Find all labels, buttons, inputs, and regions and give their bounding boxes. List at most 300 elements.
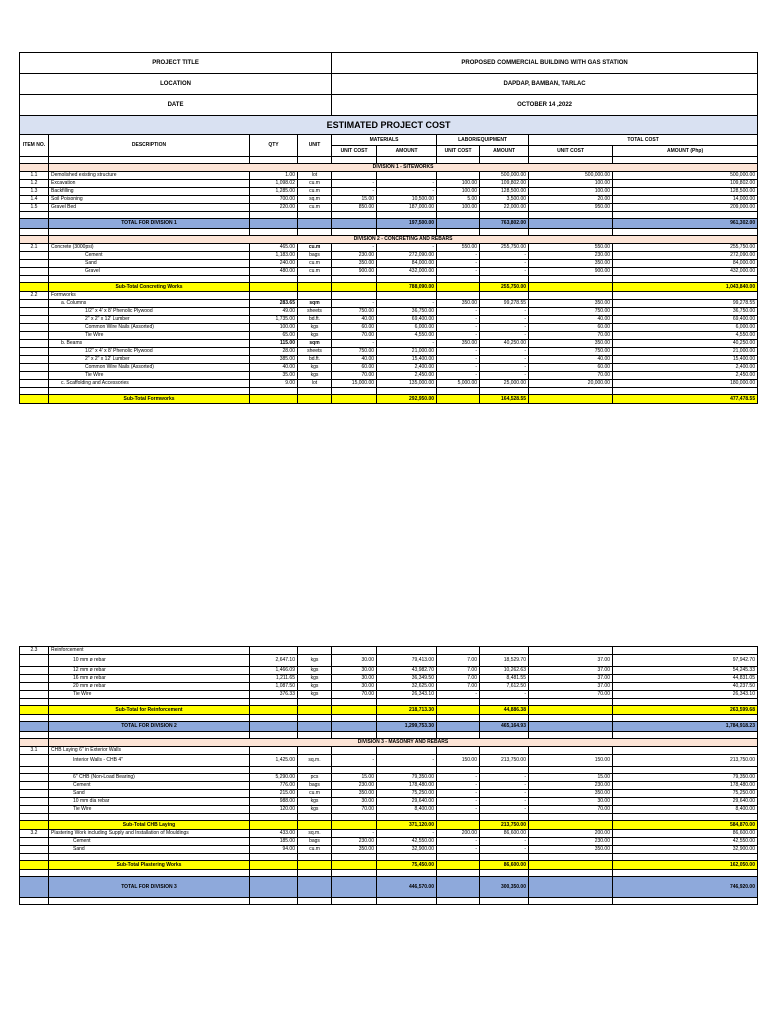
col-description: DESCRIPTION <box>49 135 250 157</box>
empty-cell <box>437 283 480 292</box>
total-amount: 14,000.00 <box>613 196 758 204</box>
line-item-row <box>20 204 758 212</box>
empty-cell <box>49 898 250 905</box>
empty-cell <box>480 276 529 283</box>
item-no <box>20 252 49 260</box>
total-unit-cost: 70.00 <box>529 372 613 380</box>
materials-amount: 178,480.00 <box>377 782 437 790</box>
labor-amount: - <box>480 806 529 814</box>
labor-amount: - <box>480 252 529 260</box>
empty-cell <box>529 276 613 283</box>
empty-cell <box>20 715 49 722</box>
empty-cell <box>250 854 298 861</box>
empty-cell <box>20 157 49 164</box>
labor-unit-cost: 100.00 <box>437 188 480 196</box>
blank-row <box>20 388 758 395</box>
item-unit: kgs <box>298 667 332 675</box>
total-unit-cost: 100.00 <box>529 180 613 188</box>
empty-cell <box>529 283 613 292</box>
empty-cell <box>49 699 250 706</box>
empty-cell <box>613 276 758 283</box>
empty-cell <box>49 767 250 774</box>
item-qty: 1,098.02 <box>250 180 298 188</box>
blank-row <box>20 814 758 821</box>
total-unit-cost: 60.00 <box>529 364 613 372</box>
blank-row <box>20 870 758 877</box>
empty-cell <box>437 715 480 722</box>
total-amount: 42,550.00 <box>613 838 758 846</box>
item-no: 1.2 <box>20 180 49 188</box>
item-unit: cu.m <box>298 790 332 798</box>
empty-cell <box>298 821 332 830</box>
total-unit-cost: 230.00 <box>529 252 613 260</box>
empty-cell <box>250 388 298 395</box>
empty-cell <box>377 732 437 739</box>
item-qty: 240.00 <box>250 260 298 268</box>
empty-cell <box>377 212 437 219</box>
empty-cell <box>529 395 613 404</box>
empty-cell <box>49 229 250 236</box>
materials-amount: 1,299,753.30 <box>377 722 437 732</box>
blank-row <box>20 732 758 739</box>
empty-cell <box>49 212 250 219</box>
empty-cell <box>377 870 437 877</box>
item-description: Tie Wire <box>49 372 250 380</box>
empty-cell <box>250 821 298 830</box>
empty-cell <box>49 814 250 821</box>
division-total-row <box>20 877 758 898</box>
item-description: CHB Laying 6" in Exterior Walls <box>49 747 250 755</box>
empty-cell <box>332 212 377 219</box>
project-title-value: PROPOSED COMMERCIAL BUILDING WITH GAS STATION <box>332 53 758 74</box>
item-description: Plastering Work including Supply and Installation of Mouldings <box>49 830 250 838</box>
empty-cell <box>437 732 480 739</box>
item-qty: 1,466.09 <box>250 667 298 675</box>
materials-unit-cost: 60.00 <box>332 364 377 372</box>
item-no <box>20 316 49 324</box>
empty-cell <box>20 219 49 229</box>
item-no <box>20 380 49 388</box>
item-no <box>20 691 49 699</box>
item-unit: sq.m. <box>298 830 332 838</box>
item-no: 3.1 <box>20 747 49 755</box>
total-amount: 32,900.00 <box>613 846 758 854</box>
total-amount: 162,050.00 <box>613 861 758 870</box>
item-unit: lot <box>298 380 332 388</box>
total-amount: 2,450.00 <box>613 372 758 380</box>
labor-amount: 44,886.38 <box>480 706 529 715</box>
empty-cell <box>377 388 437 395</box>
labor-unit-cost: 7.00 <box>437 667 480 675</box>
row-label: Sub-Total Plastering Works <box>49 861 250 870</box>
empty-cell <box>298 814 332 821</box>
item-unit: cu.m <box>298 204 332 212</box>
materials-amount <box>377 172 437 180</box>
empty-cell <box>20 229 49 236</box>
item-description: Concrete (3000psi) <box>49 244 250 252</box>
materials-amount: 4,550.00 <box>377 332 437 340</box>
line-item-row <box>20 324 758 332</box>
line-item-row <box>20 300 758 308</box>
item-qty: 94.00 <box>250 846 298 854</box>
line-item-row <box>20 683 758 691</box>
materials-unit-cost: 15.00 <box>332 196 377 204</box>
line-item-row <box>20 806 758 814</box>
empty-cell <box>480 767 529 774</box>
empty-cell <box>529 861 613 870</box>
empty-cell <box>613 732 758 739</box>
materials-unit-cost: 70.00 <box>332 372 377 380</box>
materials-amount: - <box>377 244 437 252</box>
empty-cell <box>377 898 437 905</box>
item-description: Common Wire Nails (Assorted) <box>49 364 250 372</box>
empty-cell <box>437 219 480 229</box>
item-unit: sheets <box>298 308 332 316</box>
empty-cell <box>20 877 49 898</box>
materials-amount: 2,450.00 <box>377 372 437 380</box>
empty-cell <box>613 715 758 722</box>
total-unit-cost <box>529 292 613 300</box>
total-amount: 584,870.00 <box>613 821 758 830</box>
item-unit: bags <box>298 782 332 790</box>
subtotal-row <box>20 706 758 715</box>
col-item-no: ITEM NO. <box>20 135 49 157</box>
item-unit: cu.m <box>298 268 332 276</box>
total-amount: 109,802.00 <box>613 180 758 188</box>
empty-cell <box>250 814 298 821</box>
materials-unit-cost: 30.00 <box>332 675 377 683</box>
item-qty: 1,735.00 <box>250 316 298 324</box>
line-item-row <box>20 292 758 300</box>
empty-cell <box>332 722 377 732</box>
empty-cell <box>298 276 332 283</box>
materials-unit-cost: 70.00 <box>332 806 377 814</box>
materials-amount: 84,000.00 <box>377 260 437 268</box>
item-no: 1.4 <box>20 196 49 204</box>
empty-cell <box>332 732 377 739</box>
item-description: Cement <box>49 838 250 846</box>
row-label: Sub-Total Formworks <box>49 395 250 404</box>
labor-amount: 99,278.55 <box>480 300 529 308</box>
materials-amount: - <box>377 830 437 838</box>
materials-unit-cost: 15.00 <box>332 774 377 782</box>
item-unit: cu.m <box>298 244 332 252</box>
item-no <box>20 798 49 806</box>
date-value: OCTOBER 14 ,2022 <box>332 95 758 116</box>
total-amount: 746,920.00 <box>613 877 758 898</box>
empty-cell <box>529 870 613 877</box>
item-no: 2.3 <box>20 647 49 655</box>
total-unit-cost: 20.00 <box>529 196 613 204</box>
labor-amount: 255,750.00 <box>480 244 529 252</box>
item-no <box>20 324 49 332</box>
materials-amount: 75,250.00 <box>377 790 437 798</box>
item-description: Soil Poisoning <box>49 196 250 204</box>
materials-amount: 6,000.00 <box>377 324 437 332</box>
materials-amount: 218,713.30 <box>377 706 437 715</box>
empty-cell <box>298 898 332 905</box>
empty-cell <box>298 870 332 877</box>
total-amount: 1,043,840.00 <box>613 283 758 292</box>
materials-unit-cost: 230.00 <box>332 782 377 790</box>
total-unit-cost: 750.00 <box>529 348 613 356</box>
empty-cell <box>332 276 377 283</box>
materials-amount: 135,000.00 <box>377 380 437 388</box>
labor-amount: - <box>480 316 529 324</box>
materials-unit-cost: 70.00 <box>332 691 377 699</box>
total-amount: 432,000.00 <box>613 268 758 276</box>
labor-unit-cost: - <box>437 348 480 356</box>
line-item-row <box>20 196 758 204</box>
empty-cell <box>437 821 480 830</box>
materials-unit-cost <box>332 292 377 300</box>
empty-cell <box>437 229 480 236</box>
empty-cell <box>480 732 529 739</box>
row-label: Sub-Total Concreting Works <box>49 283 250 292</box>
line-item-row <box>20 316 758 324</box>
labor-unit-cost: 7.00 <box>437 655 480 667</box>
materials-amount: 272,090.00 <box>377 252 437 260</box>
item-qty: 1,285.00 <box>250 188 298 196</box>
col-unit: UNIT <box>298 135 332 157</box>
estimate-sheet-page-1 <box>19 52 757 404</box>
empty-cell <box>437 212 480 219</box>
line-item-row <box>20 798 758 806</box>
empty-cell <box>332 715 377 722</box>
division-header-row <box>20 164 758 172</box>
materials-amount: - <box>377 340 437 348</box>
empty-cell <box>437 388 480 395</box>
total-amount: 8,400.00 <box>613 806 758 814</box>
empty-cell <box>529 854 613 861</box>
empty-cell <box>437 814 480 821</box>
empty-cell <box>529 732 613 739</box>
item-no <box>20 340 49 348</box>
item-description: Excavation <box>49 180 250 188</box>
line-item-row <box>20 846 758 854</box>
labor-unit-cost: - <box>437 364 480 372</box>
line-item-row <box>20 372 758 380</box>
empty-cell <box>250 715 298 722</box>
empty-cell <box>20 861 49 870</box>
blank-row <box>20 854 758 861</box>
empty-cell <box>437 767 480 774</box>
item-qty: 185.00 <box>250 838 298 846</box>
item-unit: sqm <box>298 300 332 308</box>
item-description: Formworks <box>49 292 250 300</box>
labor-unit-cost: 550.00 <box>437 244 480 252</box>
item-description: Backfilling <box>49 188 250 196</box>
item-qty: 65.00 <box>250 332 298 340</box>
item-description: Sand <box>49 260 250 268</box>
empty-cell <box>20 388 49 395</box>
total-amount: 40,237.50 <box>613 683 758 691</box>
empty-cell <box>332 699 377 706</box>
empty-cell <box>20 870 49 877</box>
labor-unit-cost: 350.00 <box>437 340 480 348</box>
materials-amount: 43,982.70 <box>377 667 437 675</box>
item-description: c. Scaffolding and Accessories <box>49 380 250 388</box>
total-unit-cost: 350.00 <box>529 846 613 854</box>
item-description: Common Wire Nails (Assorted) <box>49 324 250 332</box>
item-qty: 988.00 <box>250 798 298 806</box>
item-description: Cement <box>49 252 250 260</box>
division-title: DIVISION 1 - SITEWORKS <box>49 164 758 172</box>
materials-amount: - <box>377 755 437 767</box>
empty-cell <box>613 699 758 706</box>
empty-cell <box>437 861 480 870</box>
empty-cell <box>298 212 332 219</box>
total-amount: 1,784,918.23 <box>613 722 758 732</box>
item-description: 10 mm ø rebar <box>49 655 250 667</box>
division-header-row <box>20 739 758 747</box>
labor-unit-cost <box>437 647 480 655</box>
total-amount: 4,550.00 <box>613 332 758 340</box>
item-unit: sheets <box>298 348 332 356</box>
item-qty: 465.00 <box>250 244 298 252</box>
item-unit: kgs <box>298 324 332 332</box>
empty-cell <box>20 164 49 172</box>
item-description: Gravel <box>49 268 250 276</box>
item-unit <box>298 647 332 655</box>
item-description: Tie Wire <box>49 332 250 340</box>
empty-cell <box>332 814 377 821</box>
item-description: b. Beams <box>49 340 250 348</box>
division-total-row <box>20 722 758 732</box>
empty-cell <box>298 732 332 739</box>
line-item-row <box>20 790 758 798</box>
materials-unit-cost: 30.00 <box>332 683 377 691</box>
line-item-row <box>20 244 758 252</box>
item-description: Reinforcement <box>49 647 250 655</box>
empty-cell <box>332 861 377 870</box>
labor-amount: 86,600.00 <box>480 830 529 838</box>
materials-amount: 36,750.00 <box>377 308 437 316</box>
empty-cell <box>20 236 49 244</box>
location-label: LOCATION <box>20 74 332 95</box>
subtotal-row <box>20 861 758 870</box>
item-no: 3.2 <box>20 830 49 838</box>
empty-cell <box>437 877 480 898</box>
blank-row <box>20 157 758 164</box>
labor-amount: 40,250.00 <box>480 340 529 348</box>
materials-amount: - <box>377 180 437 188</box>
materials-amount: 10,500.00 <box>377 196 437 204</box>
materials-unit-cost: - <box>332 180 377 188</box>
materials-amount: 432,000.00 <box>377 268 437 276</box>
empty-cell <box>529 877 613 898</box>
empty-cell <box>529 821 613 830</box>
total-unit-cost: 550.00 <box>529 244 613 252</box>
line-item-row <box>20 340 758 348</box>
col-total-cost: TOTAL COST <box>529 135 758 146</box>
item-no <box>20 774 49 782</box>
subtotal-row <box>20 283 758 292</box>
materials-unit-cost: - <box>332 244 377 252</box>
item-qty: 35.00 <box>250 372 298 380</box>
empty-cell <box>20 898 49 905</box>
item-description: Demolished existing structure <box>49 172 250 180</box>
item-unit: cu.m <box>298 180 332 188</box>
line-item-row <box>20 252 758 260</box>
item-unit: sqm <box>298 340 332 348</box>
item-no <box>20 806 49 814</box>
materials-unit-cost: 40.00 <box>332 316 377 324</box>
labor-unit-cost <box>437 292 480 300</box>
empty-cell <box>613 388 758 395</box>
item-description: Tie Wire <box>49 691 250 699</box>
empty-cell <box>250 861 298 870</box>
total-amount: 178,480.00 <box>613 782 758 790</box>
empty-cell <box>529 722 613 732</box>
total-unit-cost: 500,000.00 <box>529 172 613 180</box>
empty-cell <box>613 870 758 877</box>
materials-unit-cost: 350.00 <box>332 790 377 798</box>
empty-cell <box>20 722 49 732</box>
date-label: DATE <box>20 95 332 116</box>
materials-amount: - <box>377 188 437 196</box>
item-qty: 2,647.10 <box>250 655 298 667</box>
labor-amount: 86,600.00 <box>480 861 529 870</box>
empty-cell <box>332 395 377 404</box>
labor-amount: - <box>480 790 529 798</box>
empty-cell <box>529 814 613 821</box>
total-amount: 477,478.55 <box>613 395 758 404</box>
labor-amount: - <box>480 372 529 380</box>
item-description: 2" x 2" x 12' Lumber <box>49 356 250 364</box>
item-unit: kgs <box>298 675 332 683</box>
materials-amount: 21,000.00 <box>377 348 437 356</box>
item-unit: bd.ft. <box>298 356 332 364</box>
line-item-row <box>20 838 758 846</box>
sheet-title: ESTIMATED PROJECT COST <box>20 116 758 135</box>
item-qty: 776.00 <box>250 782 298 790</box>
item-qty <box>250 647 298 655</box>
total-amount: 99,278.55 <box>613 300 758 308</box>
item-qty: 1,183.00 <box>250 252 298 260</box>
empty-cell <box>20 706 49 715</box>
labor-amount: - <box>480 846 529 854</box>
total-unit-cost: 70.00 <box>529 332 613 340</box>
empty-cell <box>377 715 437 722</box>
materials-amount: 29,640.00 <box>377 798 437 806</box>
line-item-row <box>20 180 758 188</box>
empty-cell <box>298 283 332 292</box>
labor-amount: - <box>480 782 529 790</box>
item-description: 12 mm ø rebar <box>49 667 250 675</box>
total-amount: 128,500.00 <box>613 188 758 196</box>
labor-amount: 18,529.70 <box>480 655 529 667</box>
total-amount: 6,000.00 <box>613 324 758 332</box>
item-unit <box>298 292 332 300</box>
estimate-table-page-2 <box>19 646 758 905</box>
empty-cell <box>250 877 298 898</box>
materials-amount: 26,343.10 <box>377 691 437 699</box>
materials-amount: 79,413.00 <box>377 655 437 667</box>
total-unit-cost: 350.00 <box>529 340 613 348</box>
line-item-row <box>20 260 758 268</box>
empty-cell <box>480 157 529 164</box>
empty-cell <box>332 854 377 861</box>
estimate-sheet-page-2 <box>19 646 757 905</box>
labor-unit-cost: - <box>437 316 480 324</box>
total-unit-cost: 750.00 <box>529 308 613 316</box>
empty-cell <box>332 388 377 395</box>
materials-amount <box>377 647 437 655</box>
total-unit-cost: 230.00 <box>529 782 613 790</box>
item-no <box>20 372 49 380</box>
materials-amount: 69,400.00 <box>377 316 437 324</box>
